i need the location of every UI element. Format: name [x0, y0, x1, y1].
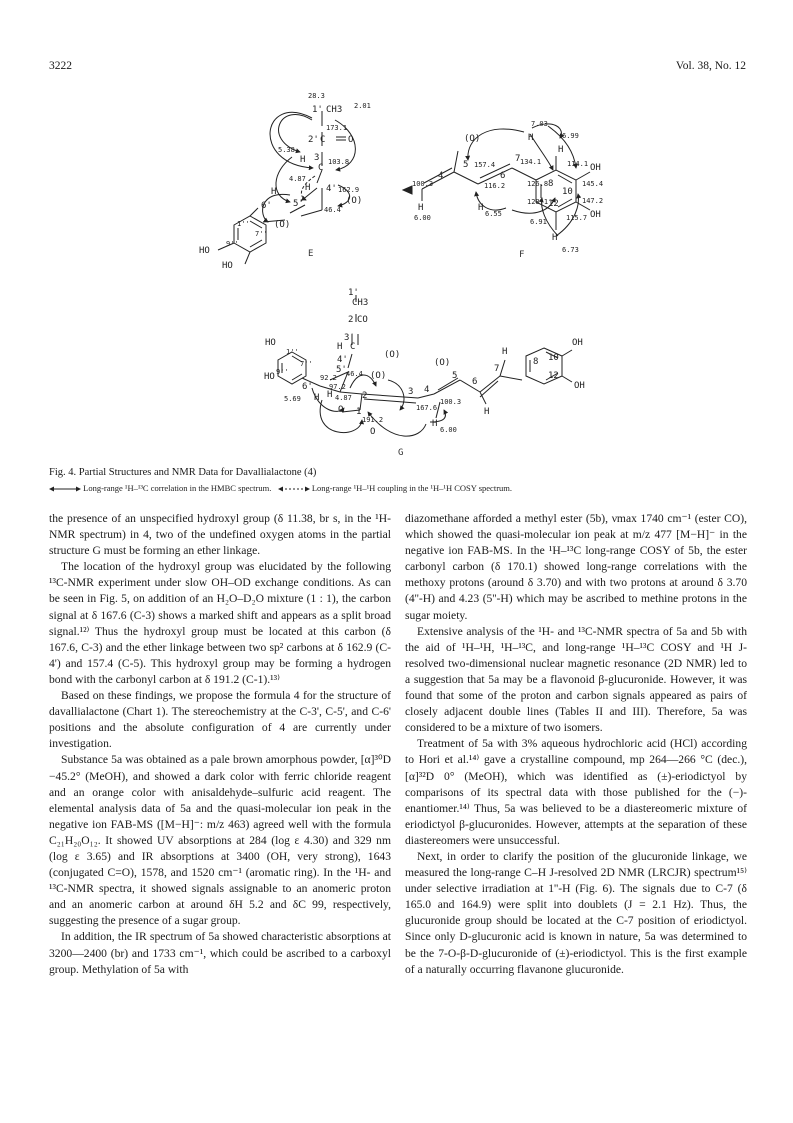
legend-cosy: Long-range ¹H–¹H coupling in the ¹H–¹H COSY spectrum. [311, 483, 513, 493]
figure-4-structures [0, 0, 793, 470]
svg-text:H: H [305, 183, 311, 193]
paragraph: Based on these findings, we propose the formula 4 for the structure of davallialactone (Chart 1). The stereochemistry at the C-3', C-5', and C-6' positions and the absolute configuration of 4 are currently under investigation. [49, 689, 391, 751]
svg-text:167.6: 167.6 [416, 404, 438, 412]
paragraph: Next, in order to clarify the position of the glucuronide linkage, we measured the long-range C–H J-resolved 2D NMR (LRCJR) spectrum¹⁵⁾ under selective irradiation at 1''-H (Fig. 6). The signals due to C-7 (δ 165.0 and 164.9) were split into doublets (J = 2.1 Hz). Thus, the glucuronide group should be located at the C-7 position of eriodictyol. Since only D-glucuronic acid is known in nature, 5a was determined to be the 7-O-β-D-glucuronide of (±)-eriodictyol. This is the first example of a naturally occurring flavanone glucuronide. [405, 849, 747, 976]
svg-text:8: 8 [548, 179, 554, 189]
left-column [49, 511, 391, 978]
svg-text:6.91: 6.91 [530, 218, 547, 226]
svg-text:3: 3 [408, 387, 414, 397]
svg-text:H: H [337, 342, 343, 352]
svg-text:162.9: 162.9 [338, 186, 360, 194]
svg-text:116.2: 116.2 [484, 182, 506, 190]
svg-text:H: H [552, 233, 558, 243]
svg-text:CH3: CH3 [326, 105, 343, 115]
svg-text:E: E [308, 249, 314, 259]
svg-text:H: H [478, 203, 484, 213]
svg-text:92.2: 92.2 [320, 374, 337, 382]
svg-text:9'': 9'' [226, 240, 239, 248]
svg-text:100.3: 100.3 [440, 398, 462, 406]
svg-text:(O): (O) [384, 350, 401, 360]
legend-hmbc: Long-range ¹H–¹³C correlation in the HMBC spectrum. [83, 483, 272, 493]
svg-text:1'': 1'' [237, 220, 250, 228]
svg-text:H: H [502, 347, 508, 357]
svg-text:4': 4' [326, 184, 337, 194]
structure-f-labels [412, 120, 603, 260]
svg-text:1: 1 [356, 407, 362, 417]
dashed-double-arrow-icon [278, 485, 310, 493]
svg-text:9'': 9'' [276, 368, 289, 376]
svg-text:(O): (O) [464, 134, 481, 144]
paragraph: The location of the hydroxyl group was elucidated by the following ¹³C-NMR experiment under slow OH–OD exchange conditions. As can be seen in Fig. 5, on addition of an H₂O–D₂O mixture (1 : 1), the carbon signal at δ 167.6 (C-3) shows a marked shift and appears as a split broad signal.¹²⁾ Thus the hydroxyl group must be located at this carbon (δ 167.6, C-3) and the ether linkage between two sp² carbons at δ 162.9 (C-4') and 157.4 (C-5). This hydroxyl group may be forming a hydrogen bond with the carbonyl carbon at δ 191.2 (C-1).¹³⁾ [49, 560, 391, 686]
svg-text:2.01: 2.01 [354, 102, 371, 110]
svg-text:(O): (O) [274, 220, 291, 230]
svg-text:C: C [318, 163, 324, 173]
structure-g [278, 295, 572, 436]
svg-text:4': 4' [337, 355, 348, 365]
svg-text:4.87: 4.87 [289, 175, 306, 183]
double-arrow-icon [49, 485, 81, 493]
svg-text:6': 6' [261, 201, 272, 211]
structure-e-labels [199, 92, 371, 271]
svg-text:12: 12 [548, 199, 559, 209]
svg-text:C: C [320, 135, 326, 145]
svg-text:157.4: 157.4 [474, 161, 496, 169]
svg-text:5.38: 5.38 [278, 146, 295, 154]
paragraph: Substance 5a was obtained as a pale brown amorphous powder, [α]³⁰D −45.2° (MeOH), and showed a dark color with ferric chloride reagent and an orange color with anisaldehyde–sulfuric acid reagent. The elemental analysis data of 5a and the quasi-molecular ion peak in the negative ion FAB-MS ([M−H]⁻: m/z 463) agreed well with the formula C₂₁H₂₀O₁₂. It showed UV absorptions at 284 (log ε 4.30) and 329 nm (log ε 3.65) and IR absorptions at 3400 (OH, very strong), 1643 (conjugated C=O), 1578, and 1520 cm⁻¹ (aromatic ring). In the ¹H- and ¹³C-NMR spectra, it showed signals assignable to an anomeric proton and an anomeric carbon at around δH 5.2 and δC 99, respectively, suggesting the presence of a sugar group. [49, 753, 391, 928]
paragraph: Extensive analysis of the ¹H- and ¹³C-NMR spectra of 5a and 5b with the aid of ¹H–¹H, ¹H–¹³C, and long-range ¹H–¹³C COSY and ¹H J-resolved two-dimensional nuclear magnetic resonance (2D NMR) led to a suggestion that 5a may be a flavonoid β-glucuronide. However, it was found that some of the proton and carbon signals appeared as pairs of closely adjacent double lines (Tables II and III). Therefore, 5a was considered to be a mixture of two isomers. [405, 624, 747, 735]
svg-text:H: H [271, 187, 277, 197]
paragraph: the presence of an unspecified hydroxyl group (δ 11.38, br s, in the ¹H-NMR spectrum) in 4, two of the undefined oxygen atoms in the partial structure G must be forming an ether linkage. [49, 512, 391, 558]
svg-text:H: H [528, 133, 534, 143]
svg-text:10: 10 [548, 353, 559, 363]
svg-text:2': 2' [348, 315, 359, 325]
svg-text:H: H [327, 390, 333, 400]
svg-text:145.4: 145.4 [582, 180, 604, 188]
svg-text:1': 1' [312, 105, 323, 115]
svg-text:6.00: 6.00 [414, 214, 431, 222]
svg-text:CO: CO [357, 315, 368, 325]
paragraph: Treatment of 5a with 3% aqueous hydrochloric acid (HCl) according to Hori et al.¹⁴⁾ gave a crystalline compound, mp 264—266 °C (dec.), [α]³²D 0° (MeOH), which was identified as (±)-eriodictyol by comparisons of its spectral data with those published for the (−)-enantiomer.¹⁴⁾ Thus, 5a was believed to be a diastereomeric mixture of eriodictyol β-glucuronides. However, attempts at the separation of these diastereomers were unsuccessful. [405, 737, 747, 847]
svg-text:6.00: 6.00 [440, 426, 457, 434]
figure-caption [49, 467, 316, 478]
svg-text:G: G [398, 448, 404, 458]
svg-text:147.2: 147.2 [582, 197, 604, 205]
svg-text:46.4: 46.4 [324, 206, 341, 214]
right-column [405, 511, 747, 978]
svg-text:CH3: CH3 [352, 298, 369, 308]
svg-text:10: 10 [562, 187, 573, 197]
svg-text:46.4: 46.4 [346, 370, 363, 378]
svg-text:HO: HO [265, 338, 276, 348]
svg-text:128.1: 128.1 [527, 198, 549, 206]
svg-text:F: F [519, 250, 525, 260]
svg-text:7'': 7'' [300, 360, 313, 368]
svg-text:7: 7 [515, 154, 521, 164]
figure-legend [49, 483, 512, 493]
svg-text:1'': 1'' [286, 348, 299, 356]
svg-text:191.2: 191.2 [362, 416, 384, 424]
svg-text:8: 8 [533, 357, 539, 367]
svg-text:7'': 7'' [255, 230, 268, 238]
structure-g-labels [264, 288, 585, 458]
svg-text:OH: OH [590, 210, 601, 220]
svg-text:1': 1' [348, 288, 359, 298]
page-number: 3222 [49, 60, 72, 72]
svg-text:OH: OH [574, 381, 585, 391]
svg-text:H: H [484, 407, 490, 417]
svg-text:6': 6' [302, 382, 313, 392]
svg-text:12: 12 [548, 371, 559, 381]
svg-text:134.1: 134.1 [520, 158, 542, 166]
svg-text:4.87: 4.87 [335, 394, 352, 402]
svg-text:100.3: 100.3 [412, 180, 434, 188]
svg-text:HO: HO [264, 372, 275, 382]
svg-text:126.8: 126.8 [527, 180, 549, 188]
svg-text:H: H [432, 419, 438, 429]
svg-text:6: 6 [472, 377, 478, 387]
svg-text:HO: HO [199, 246, 210, 256]
svg-text:103.8: 103.8 [328, 158, 350, 166]
svg-text:5': 5' [336, 365, 347, 375]
svg-text:6: 6 [500, 171, 506, 181]
svg-text:3': 3' [314, 153, 325, 163]
svg-text:6.99: 6.99 [562, 132, 579, 140]
svg-text:173.1: 173.1 [326, 124, 348, 132]
svg-text:O: O [338, 405, 344, 415]
svg-text:(O): (O) [370, 371, 387, 381]
svg-text:H: H [418, 203, 424, 213]
svg-text:4: 4 [438, 171, 444, 181]
svg-text:OH: OH [572, 338, 583, 348]
svg-text:O: O [348, 135, 354, 145]
svg-text:O: O [370, 427, 376, 437]
svg-text:C: C [350, 342, 356, 352]
svg-text:HO: HO [222, 261, 233, 271]
figure-title: Fig. 4. Partial Structures and NMR Data for Davallialactone (4) [49, 467, 317, 478]
svg-text:5: 5 [463, 160, 469, 170]
svg-text:4: 4 [424, 385, 430, 395]
svg-text:7: 7 [494, 364, 500, 374]
svg-text:28.3: 28.3 [308, 92, 325, 100]
journal-volume: Vol. 38, No. 12 [675, 60, 746, 72]
svg-text:6.55: 6.55 [485, 210, 502, 218]
svg-text:97.2: 97.2 [329, 383, 346, 391]
svg-text:114.1: 114.1 [567, 160, 589, 168]
svg-text:OH: OH [590, 163, 601, 173]
svg-text:6.73: 6.73 [562, 246, 579, 254]
svg-text:5.69: 5.69 [284, 395, 301, 403]
svg-text:115.7: 115.7 [566, 214, 588, 222]
svg-text:5': 5' [293, 199, 304, 209]
svg-text:2: 2 [362, 391, 368, 401]
paragraph: diazomethane afforded a methyl ester (5b), νmax 1740 cm⁻¹ (ester CO), which showed the quasi-molecular ion peak at m/z 477 [M−H]⁻ in the negative ion FAB-MS. In the ¹H–¹³C long-range COSY of 5b, the ester carbonyl carbon (δ 170.1) showed long-range correlations with the methoxy protons (around δ 3.70) and with two protons at around δ 3.70 (4''-H) and 4.23 (5''-H) which may be ascribed to methine protons in the sugar moiety. [405, 512, 747, 622]
svg-text:5: 5 [452, 371, 458, 381]
svg-text:(O): (O) [346, 196, 363, 206]
svg-text:H: H [300, 155, 306, 165]
svg-text:H: H [558, 145, 564, 155]
svg-text:7.03: 7.03 [531, 120, 548, 128]
svg-text:3': 3' [344, 333, 355, 343]
svg-text:2': 2' [308, 135, 319, 145]
svg-text:(O): (O) [434, 358, 451, 368]
paragraph: In addition, the IR spectrum of 5a showed characteristic absorptions at 3200—2400 (br) and 1733 cm⁻¹, which could be ascribed to a carboxyl group. Methylation of 5a with [49, 930, 391, 976]
svg-text:H: H [314, 393, 320, 403]
